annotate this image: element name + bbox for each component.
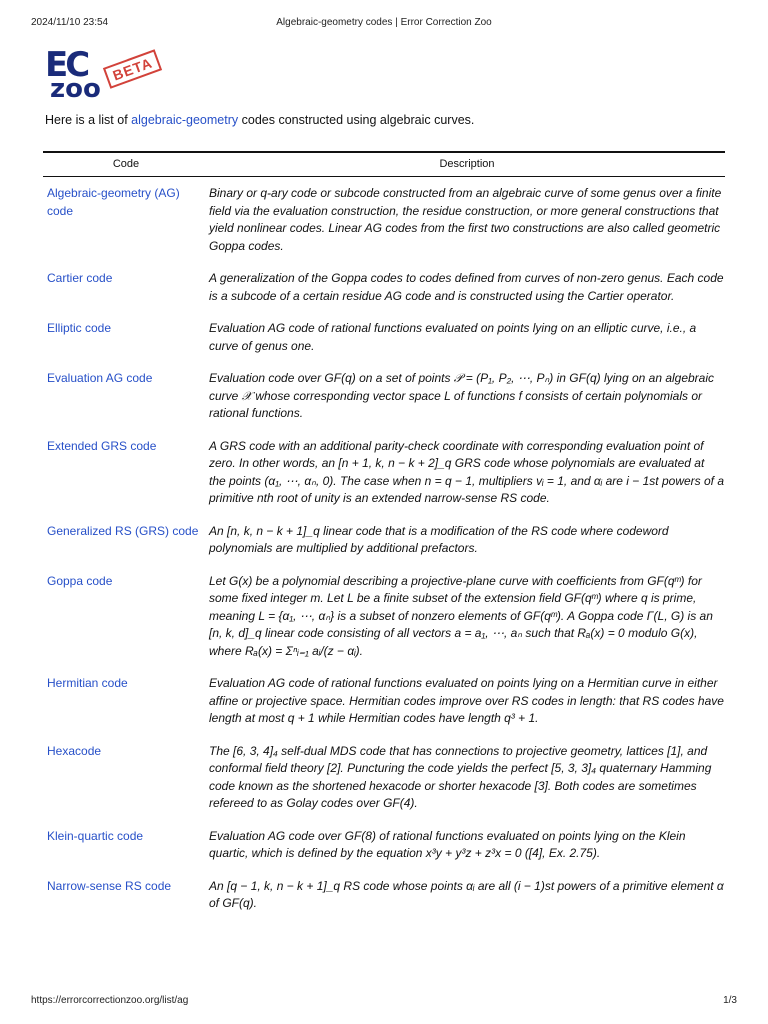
intro-suffix: codes constructed using algebraic curves.	[238, 113, 475, 127]
code-link[interactable]: Generalized RS (GRS) code	[47, 523, 199, 538]
code-description: Evaluation AG code of rational functions evaluated on points lying on a Hermitian curve in either affine or projective space. Hermitian codes improve over RS codes in length: that RS codes have length at most q + 1 while Hermitian codes have length q³ + 1.	[209, 676, 724, 725]
code-description: Binary or q-ary code or subcode constructed from an algebraic curve of some genus over a finite field via the evaluation construction, the residue construction, or more general constructions that yield nonlinear codes. Linear AG codes from the first two constructions are also called geometric Goppa codes.	[209, 186, 722, 253]
table-row	[43, 674, 725, 742]
description-column-header: Description	[209, 152, 725, 177]
table-row	[43, 269, 725, 319]
table-row	[43, 827, 725, 877]
print-title: Algebraic-geometry codes | Error Correction Zoo	[276, 17, 492, 28]
code-link[interactable]: Narrow-sense RS code	[47, 878, 172, 893]
code-link[interactable]: Algebraic-geometry (AG) code	[47, 186, 180, 218]
code-description: An [n, k, n − k + 1]_q linear code that is a modification of the RS code where codeword polynomials are multiplied by additional prefactors.	[209, 523, 669, 555]
logo-ec-text: EC	[45, 45, 88, 85]
table-row	[43, 522, 725, 572]
print-page-number: 1/3	[723, 995, 737, 1006]
table-row	[43, 319, 725, 369]
table-row	[43, 877, 725, 927]
code-column-header: Code	[43, 152, 209, 177]
intro-text	[45, 113, 474, 127]
code-description: A GRS code with an additional parity-check coordinate with corresponding evaluation point of zero. In other words, an [n + 1, k, n − k + 2]_q GRS code whose polynomials are evaluated at the points (α₁, ⋯, αₙ, 0). The case when n = q − 1, multipliers vᵢ = 1, and αᵢ are i − 1st powers of a primitive nth root of unity is an extended narrow-sense RS code.	[209, 438, 724, 505]
eczoo-logo[interactable]	[45, 45, 185, 106]
print-date: 2024/11/10 23:54	[31, 17, 109, 28]
code-description: Evaluation AG code of rational functions evaluated on points lying on an elliptic curve, i.e., a curve of genus one.	[209, 321, 697, 353]
code-description: An [q − 1, k, n − k + 1]_q RS code whose points αᵢ are all (i − 1)st powers of a primitive element α of GF(q).	[209, 878, 724, 910]
code-description: Evaluation code over GF(q) on a set of points 𝒫 = (P₁, P₂, ⋯, Pₙ) in GF(q) lying on an algebraic curve 𝒳 whose corresponding vector space L of functions f consists of certain polynomials or rational functions.	[209, 371, 715, 420]
code-description: Let G(x) be a polynomial describing a projective-plane curve with coefficients from GF(qᵐ) for some fixed integer m. Let L be a finite subset of the extension field GF(qᵐ) where q is prime, meaning L = {α₁, ⋯, αₙ} is a subset of nonzero elements of GF(qᵐ). A Goppa code Γ(L, G) is an [n, k, d]_q linear code consisting of all vectors a = a₁, ⋯, aₙ such that Rₐ(x) = 0 modulo G(x), where Rₐ(x) = Σⁿᵢ₌₁ aᵢ/(z − αᵢ).	[209, 573, 713, 658]
code-link[interactable]: Hermitian code	[47, 676, 128, 690]
code-link[interactable]: Goppa code	[47, 573, 113, 588]
table-row	[43, 177, 725, 270]
code-link[interactable]: Evaluation AG code	[47, 371, 153, 385]
code-link[interactable]: Extended GRS code	[47, 438, 157, 453]
code-link[interactable]: Elliptic code	[47, 321, 112, 335]
print-url: https://errorcorrectionzoo.org/list/ag	[31, 995, 189, 1006]
table-row	[43, 572, 725, 675]
code-link[interactable]: Klein-quartic code	[47, 828, 144, 843]
table-row	[43, 369, 725, 437]
table-row	[43, 742, 725, 827]
table-row	[43, 437, 725, 522]
code-description: A generalization of the Goppa codes to codes defined from curves of non-zero genus. Each code is a subcode of a certain residue AG code and is constructed using the Cartier operator.	[209, 271, 724, 303]
logo-zoo-text: zoo	[50, 74, 101, 104]
code-link[interactable]: Cartier code	[47, 271, 113, 285]
code-description: Evaluation AG code over GF(8) of rational functions evaluated on points lying on the Klein quartic, which is defined by the equation x³y + y³z + z³x = 0 ([4], Ex. 2.75).	[209, 828, 686, 860]
code-link[interactable]: Hexacode	[47, 743, 102, 758]
algebraic-geometry-link[interactable]: algebraic-geometry	[131, 113, 239, 127]
codes-table	[43, 151, 725, 927]
intro-prefix: Here is a list of	[45, 113, 132, 127]
code-description: The [6, 3, 4]₄ self-dual MDS code that has connections to projective geometry, lattices [1], and conformal field theory [2]. Puncturing the code yields the perfect [5, 3, 3]₄ quaternary Hamming code known as the shortened hexacode or shorter hexacode [3]. Both codes are sometimes refereed to as Golay codes over GF(4).	[209, 743, 712, 810]
beta-badge: BETA	[103, 49, 162, 89]
